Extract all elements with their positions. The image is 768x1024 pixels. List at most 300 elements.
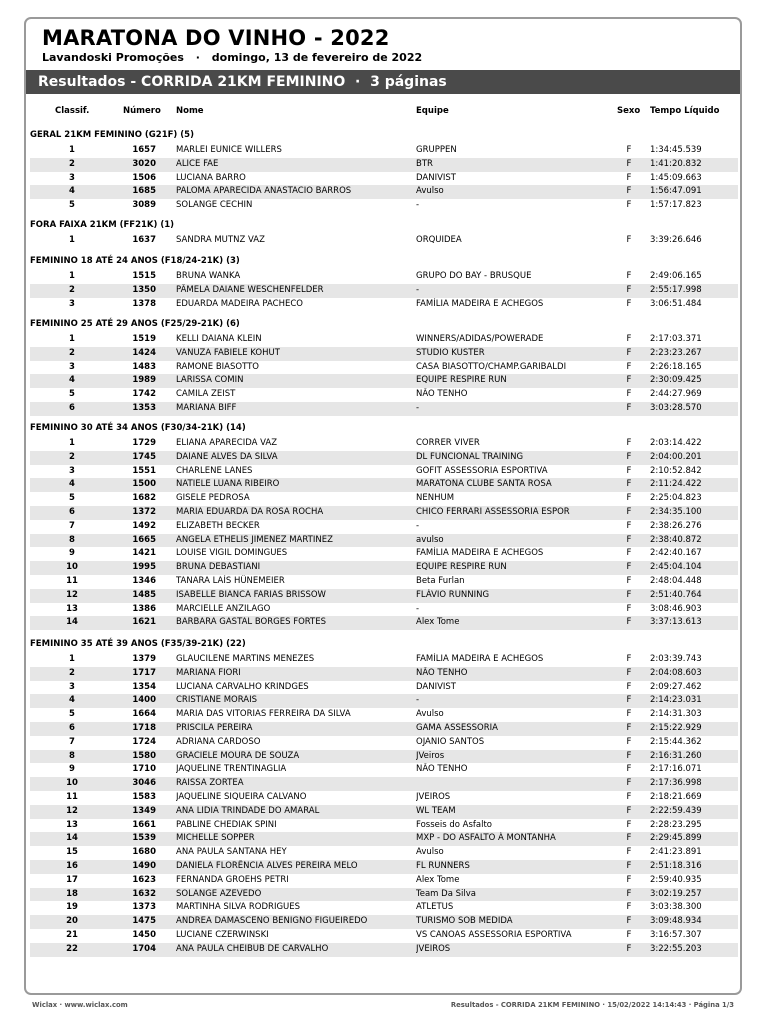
row-numero: 1424 bbox=[132, 347, 156, 358]
row-numero: 1742 bbox=[132, 389, 156, 400]
column-header-equipe: Equipe bbox=[416, 106, 449, 116]
row-numero: 1379 bbox=[132, 654, 156, 664]
row-classif: 6 bbox=[69, 507, 75, 517]
row-nome: CHARLENE LANES bbox=[176, 465, 253, 476]
row-tempo: 2:18:21.669 bbox=[650, 792, 702, 802]
row-tempo: 2:59:40.935 bbox=[650, 874, 702, 885]
row-equipe: EQUIPE RESPIRE RUN bbox=[416, 562, 507, 573]
row-nome: LOUISE VIGIL DOMINGUES bbox=[176, 548, 288, 559]
row-nome: ANA LIDIA TRINDADE DO AMARAL bbox=[176, 805, 320, 816]
row-numero: 1373 bbox=[132, 902, 156, 913]
row-classif: 5 bbox=[69, 389, 75, 400]
row-classif: 3 bbox=[69, 465, 75, 476]
table-row bbox=[30, 708, 738, 722]
row-numero: 1621 bbox=[132, 617, 156, 628]
row-equipe: OJANIO SANTOS bbox=[416, 736, 485, 747]
row-equipe: GOFIT ASSESSORIA ESPORTIVA bbox=[416, 465, 548, 476]
row-nome: SANDRA MUTNZ VAZ bbox=[176, 235, 265, 245]
row-classif: 1 bbox=[69, 654, 75, 664]
row-nome: RAISSA ZORTEA bbox=[176, 778, 244, 789]
row-classif: 4 bbox=[69, 186, 75, 197]
row-sexo: F bbox=[626, 576, 632, 586]
table-row bbox=[30, 492, 738, 506]
table-row bbox=[30, 846, 738, 860]
row-classif: 11 bbox=[66, 576, 78, 586]
row-equipe: EQUIPE RESPIRE RUN bbox=[416, 375, 507, 386]
column-header-sexo: Sexo bbox=[617, 106, 641, 116]
row-tempo: 3:03:38.300 bbox=[650, 902, 702, 913]
row-tempo: 3:02:19.257 bbox=[650, 888, 702, 899]
row-sexo: F bbox=[626, 750, 632, 761]
row-nome: ELIANA APARECIDA VAZ bbox=[176, 438, 278, 448]
row-numero: 1717 bbox=[132, 667, 156, 678]
row-classif: 21 bbox=[66, 930, 78, 940]
row-tempo: 3:03:28.570 bbox=[650, 403, 702, 413]
row-tempo: 2:14:23.031 bbox=[650, 695, 702, 706]
row-sexo: F bbox=[626, 709, 632, 720]
row-numero: 1682 bbox=[132, 493, 156, 504]
row-numero: 1989 bbox=[132, 375, 156, 386]
row-numero: 1349 bbox=[132, 805, 156, 816]
row-classif: 1 bbox=[69, 271, 75, 281]
row-sexo: F bbox=[626, 819, 632, 830]
row-numero: 1515 bbox=[132, 271, 156, 281]
row-classif: 4 bbox=[69, 695, 75, 706]
row-tempo: 2:42:40.167 bbox=[650, 548, 702, 559]
row-tempo: 2:15:44.362 bbox=[650, 736, 702, 747]
row-nome: ADRIANA CARDOSO bbox=[176, 736, 261, 747]
row-nome: JAQUELINE SIQUEIRA CALVANO bbox=[176, 792, 307, 802]
row-sexo: F bbox=[626, 847, 632, 858]
row-classif: 6 bbox=[69, 403, 75, 413]
row-classif: 13 bbox=[66, 819, 78, 830]
table-row bbox=[30, 832, 738, 846]
row-numero: 1657 bbox=[132, 145, 156, 155]
row-nome: KELLI DAIANA KLEIN bbox=[176, 334, 262, 344]
row-equipe: STUDIO KUSTER bbox=[416, 347, 485, 358]
row-nome: LUCIANE CZERWINSKI bbox=[176, 930, 269, 940]
row-equipe: WL TEAM bbox=[416, 805, 456, 816]
row-tempo: 2:04:08.603 bbox=[650, 667, 702, 678]
row-sexo: F bbox=[626, 200, 632, 211]
group-title: GERAL 21KM FEMININO (G21F) (5) bbox=[30, 130, 194, 140]
row-numero: 1354 bbox=[132, 681, 156, 692]
row-tempo: 2:30:09.425 bbox=[650, 375, 702, 386]
row-classif: 6 bbox=[69, 723, 75, 733]
row-equipe: ATLETUS bbox=[416, 902, 454, 913]
row-nome: CRISTIANE MORAIS bbox=[176, 695, 257, 706]
row-classif: 1 bbox=[69, 438, 75, 448]
row-tempo: 2:29:45.899 bbox=[650, 833, 702, 844]
row-numero: 1483 bbox=[132, 361, 156, 372]
row-classif: 5 bbox=[69, 200, 75, 211]
row-tempo: 2:09:27.462 bbox=[650, 681, 702, 692]
row-nome: FERNANDA GROEHS PETRI bbox=[176, 874, 289, 885]
table-row bbox=[30, 860, 738, 874]
table-row bbox=[30, 547, 738, 561]
row-nome: MARIANA BIFF bbox=[176, 403, 237, 413]
row-numero: 1665 bbox=[132, 534, 156, 545]
footer-right: Resultados - CORRIDA 21KM FEMININO · 15/02/2022 14:14:43 · Página 1/3 bbox=[450, 1001, 734, 1009]
row-sexo: F bbox=[626, 375, 632, 386]
row-numero: 1372 bbox=[132, 507, 156, 517]
row-equipe: GRUPPEN bbox=[416, 145, 457, 155]
column-header-numero: Número bbox=[123, 106, 161, 116]
row-tempo: 2:14:31.303 bbox=[650, 709, 702, 720]
row-sexo: F bbox=[626, 792, 632, 802]
row-classif: 18 bbox=[66, 888, 78, 899]
row-equipe: Avulso bbox=[416, 847, 444, 858]
row-sexo: F bbox=[626, 805, 632, 816]
row-equipe: GAMA ASSESSORIA bbox=[416, 723, 498, 733]
table-row bbox=[30, 874, 738, 888]
row-equipe: Alex Tome bbox=[416, 617, 460, 628]
row-equipe: VS CANOAS ASSESSORIA ESPORTIVA bbox=[416, 930, 572, 940]
row-tempo: 3:39:26.646 bbox=[650, 235, 702, 245]
row-numero: 1632 bbox=[132, 888, 156, 899]
row-sexo: F bbox=[626, 438, 632, 448]
row-nome: LARISSA COMIN bbox=[176, 375, 244, 386]
group-title: FEMININO 25 ATÉ 29 ANOS (F25/29-21K) (6) bbox=[30, 319, 240, 329]
row-classif: 10 bbox=[66, 562, 78, 573]
row-nome: BRUNA DEBASTIANI bbox=[176, 562, 261, 573]
row-nome: PABLINE CHEDIAK SPINI bbox=[176, 819, 277, 830]
row-tempo: 2:34:35.100 bbox=[650, 507, 702, 517]
table-row bbox=[30, 199, 738, 213]
row-nome: GRACIELE MOURA DE SOUZA bbox=[176, 750, 300, 761]
row-numero: 1346 bbox=[132, 576, 156, 586]
row-sexo: F bbox=[626, 520, 632, 531]
table-row bbox=[30, 234, 738, 248]
row-equipe: - bbox=[416, 695, 420, 706]
row-nome: MARIA DAS VITORIAS FERREIRA DA SILVA bbox=[176, 709, 351, 720]
row-tempo: 2:03:14.422 bbox=[650, 438, 702, 448]
row-equipe: FL RUNNERS bbox=[416, 861, 470, 871]
row-sexo: F bbox=[626, 158, 632, 169]
row-equipe: - bbox=[416, 603, 420, 614]
row-nome: LUCIANA CARVALHO KRINDGES bbox=[176, 681, 309, 692]
row-classif: 9 bbox=[69, 764, 75, 775]
row-tempo: 3:16:57.307 bbox=[650, 930, 702, 940]
table-row bbox=[30, 616, 738, 630]
row-nome: GISELE PEDROSA bbox=[176, 493, 250, 504]
table-row bbox=[30, 437, 738, 451]
row-numero: 1490 bbox=[132, 861, 156, 871]
row-numero: 1729 bbox=[132, 438, 156, 448]
row-classif: 12 bbox=[66, 805, 78, 816]
row-nome: PRISCILA PEREIRA bbox=[176, 723, 253, 733]
row-tempo: 3:37:13.613 bbox=[650, 617, 702, 628]
row-tempo: 1:56:47.091 bbox=[650, 186, 702, 197]
table-row bbox=[30, 402, 738, 416]
row-equipe: - bbox=[416, 284, 420, 295]
row-numero: 1500 bbox=[132, 479, 156, 490]
row-numero: 1353 bbox=[132, 403, 156, 413]
column-header-classif: Classif. bbox=[55, 106, 90, 116]
row-classif: 3 bbox=[69, 172, 75, 183]
row-nome: BARBARA GASTAL BORGES FORTES bbox=[176, 617, 327, 628]
table-row bbox=[30, 185, 738, 199]
row-classif: 3 bbox=[69, 681, 75, 692]
row-equipe: NÃO TENHO bbox=[416, 667, 468, 678]
row-sexo: F bbox=[626, 902, 632, 913]
table-row bbox=[30, 451, 738, 465]
table-row bbox=[30, 575, 738, 589]
row-classif: 17 bbox=[66, 874, 78, 885]
row-sexo: F bbox=[626, 235, 632, 245]
row-equipe: JVEIROS bbox=[416, 943, 451, 954]
row-tempo: 3:06:51.484 bbox=[650, 298, 702, 309]
table-row bbox=[30, 374, 738, 388]
row-equipe: - bbox=[416, 403, 420, 413]
row-nome: NATIELE LUANA RIBEIRO bbox=[176, 479, 280, 490]
group-title: FEMININO 35 ATÉ 39 ANOS (F35/39-21K) (22) bbox=[30, 639, 246, 649]
table-row bbox=[30, 915, 738, 929]
row-equipe: - bbox=[416, 200, 420, 211]
row-sexo: F bbox=[626, 667, 632, 678]
row-numero: 3020 bbox=[132, 158, 156, 169]
row-sexo: F bbox=[626, 389, 632, 400]
row-classif: 9 bbox=[69, 548, 75, 559]
row-numero: 1551 bbox=[132, 465, 156, 476]
table-row bbox=[30, 361, 738, 375]
row-sexo: F bbox=[626, 186, 632, 197]
row-numero: 1995 bbox=[132, 562, 156, 573]
table-row bbox=[30, 736, 738, 750]
row-nome: ISABELLE BIANCA FARIAS BRISSOW bbox=[176, 589, 326, 600]
row-tempo: 2:51:40.764 bbox=[650, 589, 702, 600]
table-row bbox=[30, 158, 738, 172]
row-numero: 1637 bbox=[132, 235, 156, 245]
row-classif: 1 bbox=[69, 145, 75, 155]
row-nome: TANARA LAÍS HÜNEMEIER bbox=[176, 576, 285, 586]
row-classif: 12 bbox=[66, 589, 78, 600]
row-numero: 1724 bbox=[132, 736, 156, 747]
row-classif: 2 bbox=[69, 451, 75, 462]
row-classif: 2 bbox=[69, 158, 75, 169]
table-row bbox=[30, 144, 738, 158]
event-date: domingo, 13 de fevereiro de 2022 bbox=[211, 51, 423, 64]
row-classif: 14 bbox=[66, 833, 78, 844]
table-row bbox=[30, 520, 738, 534]
row-equipe: ORQUIDEA bbox=[416, 235, 462, 245]
row-sexo: F bbox=[626, 534, 632, 545]
row-tempo: 2:22:59.439 bbox=[650, 805, 702, 816]
row-equipe: - bbox=[416, 520, 420, 531]
row-numero: 1450 bbox=[132, 930, 156, 940]
row-numero: 1421 bbox=[132, 548, 156, 559]
row-numero: 1745 bbox=[132, 451, 156, 462]
table-row bbox=[30, 943, 738, 957]
table-row bbox=[30, 284, 738, 298]
table-row bbox=[30, 172, 738, 186]
row-tempo: 2:51:18.316 bbox=[650, 861, 702, 871]
row-sexo: F bbox=[626, 695, 632, 706]
row-sexo: F bbox=[626, 347, 632, 358]
column-header-nome: Nome bbox=[176, 106, 204, 116]
row-classif: 2 bbox=[69, 284, 75, 295]
table-row bbox=[30, 653, 738, 667]
row-numero: 1718 bbox=[132, 723, 156, 733]
row-sexo: F bbox=[626, 465, 632, 476]
row-numero: 1492 bbox=[132, 520, 156, 531]
row-nome: MARLEI EUNICE WILLERS bbox=[176, 145, 282, 155]
row-tempo: 2:28:23.295 bbox=[650, 819, 702, 830]
row-nome: MARTINHA SILVA RODRIGUES bbox=[176, 902, 301, 913]
row-numero: 1506 bbox=[132, 172, 156, 183]
row-equipe: Avulso bbox=[416, 709, 444, 720]
table-row bbox=[30, 506, 738, 520]
group-title: FEMININO 18 ATÉ 24 ANOS (F18/24-21K) (3) bbox=[30, 256, 240, 266]
row-tempo: 2:55:17.998 bbox=[650, 284, 702, 295]
table-row bbox=[30, 805, 738, 819]
row-nome: MARIANA FIORI bbox=[176, 667, 241, 678]
row-numero: 1623 bbox=[132, 874, 156, 885]
row-nome: PALOMA APARECIDA ANASTACIO BARROS bbox=[176, 186, 352, 197]
row-nome: ELIZABETH BECKER bbox=[176, 520, 260, 531]
table-row bbox=[30, 819, 738, 833]
row-nome: VANUZA FABIELE KOHUT bbox=[176, 347, 280, 358]
row-nome: CAMILA ZEIST bbox=[176, 389, 236, 400]
row-tempo: 2:17:03.371 bbox=[650, 334, 702, 344]
column-header-tempo: Tempo Líquido bbox=[650, 106, 720, 116]
row-numero: 1475 bbox=[132, 916, 156, 927]
row-tempo: 2:38:40.872 bbox=[650, 534, 702, 545]
row-equipe: FAMÍLIA MADEIRA E ACHEGOS bbox=[416, 548, 544, 559]
row-tempo: 2:17:36.998 bbox=[650, 778, 702, 789]
table-row bbox=[30, 681, 738, 695]
table-row bbox=[30, 694, 738, 708]
row-numero: 1685 bbox=[132, 186, 156, 197]
row-classif: 4 bbox=[69, 375, 75, 386]
row-sexo: F bbox=[626, 548, 632, 559]
table-row bbox=[30, 763, 738, 777]
row-numero: 1485 bbox=[132, 589, 156, 600]
row-sexo: F bbox=[626, 493, 632, 504]
row-equipe: Avulso bbox=[416, 186, 444, 197]
row-equipe: CHICO FERRARI ASSESSORIA ESPOR bbox=[416, 507, 570, 517]
table-row bbox=[30, 298, 738, 312]
table-row bbox=[30, 478, 738, 492]
row-sexo: F bbox=[626, 778, 632, 789]
table-row bbox=[30, 589, 738, 603]
row-nome: SOLANGE AZEVEDO bbox=[176, 888, 262, 899]
row-sexo: F bbox=[626, 874, 632, 885]
row-tempo: 2:41:23.891 bbox=[650, 847, 702, 858]
row-classif: 3 bbox=[69, 298, 75, 309]
row-tempo: 2:45:04.104 bbox=[650, 562, 702, 573]
row-tempo: 3:22:55.203 bbox=[650, 943, 702, 954]
results-banner: Resultados - CORRIDA 21KM FEMININO · 3 páginas bbox=[26, 70, 740, 94]
row-nome: MICHELLE SOPPER bbox=[176, 833, 255, 844]
row-nome: GLAUCILENE MARTINS MENEZES bbox=[176, 654, 315, 664]
row-equipe: MXP - DO ASFALTO À MONTANHA bbox=[416, 833, 556, 844]
subtitle-separator: · bbox=[195, 51, 200, 64]
table-row bbox=[30, 333, 738, 347]
table-row bbox=[30, 561, 738, 575]
row-equipe: Fosseis do Asfalto bbox=[416, 819, 493, 830]
row-classif: 22 bbox=[66, 943, 78, 954]
row-tempo: 2:38:26.276 bbox=[650, 520, 702, 531]
row-equipe: FLÁVIO RUNNING bbox=[416, 589, 490, 600]
group-title: FORA FAIXA 21KM (FF21K) (1) bbox=[30, 220, 175, 230]
row-sexo: F bbox=[626, 764, 632, 775]
row-sexo: F bbox=[626, 284, 632, 295]
row-tempo: 3:09:48.934 bbox=[650, 916, 702, 927]
row-sexo: F bbox=[626, 833, 632, 844]
row-sexo: F bbox=[626, 888, 632, 899]
row-nome: DANIELA FLORÊNCIA ALVES PEREIRA MELO bbox=[176, 861, 358, 871]
table-row bbox=[30, 777, 738, 791]
row-equipe: Team Da Silva bbox=[416, 888, 476, 899]
row-equipe: WINNERS/ADIDAS/POWERADE bbox=[416, 334, 544, 344]
row-nome: BRUNA WANKA bbox=[176, 271, 241, 281]
row-tempo: 3:08:46.903 bbox=[650, 603, 702, 614]
row-tempo: 2:17:16.071 bbox=[650, 764, 702, 775]
row-tempo: 2:15:22.929 bbox=[650, 723, 702, 733]
row-classif: 16 bbox=[66, 861, 78, 871]
row-equipe: NENHUM bbox=[416, 493, 455, 504]
row-sexo: F bbox=[626, 562, 632, 573]
row-sexo: F bbox=[626, 723, 632, 733]
row-classif: 5 bbox=[69, 493, 75, 504]
row-nome: EDUARDA MADEIRA PACHECO bbox=[176, 298, 303, 309]
row-nome: MARIA EDUARDA DA ROSA ROCHA bbox=[176, 507, 324, 517]
row-numero: 1519 bbox=[132, 334, 156, 344]
row-sexo: F bbox=[626, 589, 632, 600]
table-row bbox=[30, 465, 738, 479]
row-equipe: DANIVIST bbox=[416, 681, 456, 692]
row-sexo: F bbox=[626, 403, 632, 413]
row-sexo: F bbox=[626, 361, 632, 372]
row-classif: 15 bbox=[66, 847, 78, 858]
row-tempo: 2:04:00.201 bbox=[650, 451, 702, 462]
row-numero: 3046 bbox=[132, 778, 156, 789]
row-tempo: 2:23:23.267 bbox=[650, 347, 702, 358]
row-numero: 1680 bbox=[132, 847, 156, 858]
table-row bbox=[30, 901, 738, 915]
row-classif: 7 bbox=[69, 736, 75, 747]
table-row bbox=[30, 888, 738, 902]
row-classif: 1 bbox=[69, 235, 75, 245]
row-equipe: GRUPO DO BAY - BRUSQUE bbox=[416, 271, 532, 281]
row-sexo: F bbox=[626, 298, 632, 309]
row-sexo: F bbox=[626, 334, 632, 344]
row-equipe: MARATONA CLUBE SANTA ROSA bbox=[416, 479, 552, 490]
row-numero: 1583 bbox=[132, 792, 156, 802]
row-equipe: avulso bbox=[416, 534, 444, 545]
row-sexo: F bbox=[626, 451, 632, 462]
row-numero: 1378 bbox=[132, 298, 156, 309]
row-nome: RAMONE BIASOTTO bbox=[176, 361, 259, 372]
table-row bbox=[30, 722, 738, 736]
row-sexo: F bbox=[626, 603, 632, 614]
row-numero: 1710 bbox=[132, 764, 156, 775]
table-row bbox=[30, 667, 738, 681]
row-classif: 13 bbox=[66, 603, 78, 614]
row-equipe: Beta Furlan bbox=[416, 576, 465, 586]
row-tempo: 2:26:18.165 bbox=[650, 361, 702, 372]
row-equipe: DANIVIST bbox=[416, 172, 456, 183]
row-classif: 11 bbox=[66, 792, 78, 802]
row-numero: 1539 bbox=[132, 833, 156, 844]
row-classif: 3 bbox=[69, 361, 75, 372]
organizer-name: Lavandoski Promoções bbox=[42, 51, 184, 64]
row-numero: 1386 bbox=[132, 603, 156, 614]
row-sexo: F bbox=[626, 681, 632, 692]
table-row bbox=[30, 929, 738, 943]
row-nome: ANA PAULA SANTANA HEY bbox=[176, 847, 287, 858]
